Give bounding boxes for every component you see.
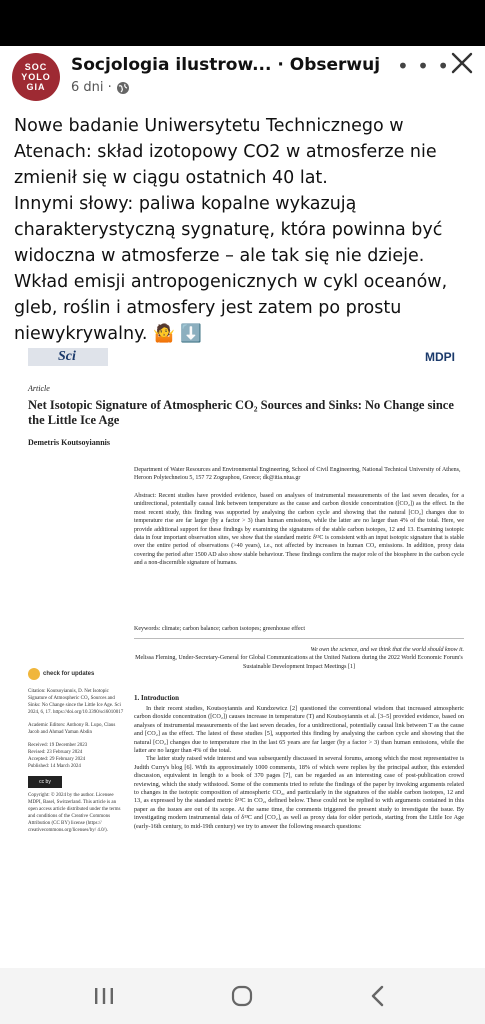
intro-body xyxy=(134,705,464,831)
check-updates-badge xyxy=(28,668,124,680)
publisher-logo: MDPI xyxy=(425,350,455,364)
page-name[interactable]: Socjologia ilustrow... · Obserwuj xyxy=(71,55,381,75)
affiliation: Department of Water Resources and Environmental Engineering, School of Civil Engineering, National Technical University of Athens, Heroon Polytechneiou 5, 157 72 Zographou, Greece; dk@itia.ntua.gr xyxy=(134,467,461,481)
journal-logo: Sci xyxy=(28,348,108,366)
quote-attribution: Melissa Fleming, Under-Secretary-General for Global Communications at the United Nations during the 2022 World Economic Forum's Sustainable Development Impact Meetings [1] xyxy=(135,655,463,670)
intro-paragraph: In their recent studies, Koutsoyiannis and Kundzewicz [2] questioned the conventional wisdom that increased atmospheric carbon dioxide concentration ([CO₂]) causes increase in temperature (T) and Koutsoyiannis et al. [3–5] provided evidence, based on analyses of instrumental measurements of the last seven decades, for a unidirectional, potentially causal link between T as the cause and [CO₂] as the effect. The latest of these studies [5], supported this finding by analysing the carbon cycle and showing that the natural [CO₂] changes due to temperature rise in the last 65 years are far larger (by a factor > 3) than human emissions, while the latter are no larger than 4% of the total. xyxy=(134,705,464,755)
avatar[interactable] xyxy=(12,53,60,101)
recent-apps-icon[interactable] xyxy=(84,982,124,1010)
divider xyxy=(134,638,464,639)
post-text: Nowe badanie Uniwersytetu Technicznego w Atenach: skład izotopowy CO2 w atmosferze nie zmienił się w ciągu ostatnich 40 lat. Innymi słowy: paliwa kopalne wykazują charakterystyczną sygnaturę, która powinna być widoczna w atmosferze – ale tak się nie dzieje. Wkład emisji antropogenicznych w cykl oceanów, gleb, roślin i atmosfery jest zatem po prostu niewykrywalny. 🤷 ⬇️ xyxy=(14,116,448,344)
more-options-icon[interactable]: • • • xyxy=(397,54,451,78)
post-meta xyxy=(71,80,130,95)
abstract: Abstract: Recent studies have provided evidence, based on analyses of instrumental measurements of the last seven decades, for a unidirectional, potentially causal link between temperature as the cause and carbon dioxide concentration ([CO₂]) as the effect. In the most recent study, this finding was supported by analysing the carbon cycle and showing that the natural [CO₂] changes due to temperature rise are far larger (by a factor > 3) than human emissions, while the latter are no larger than 4% of the total. Here, we provide additional support for these findings by examining the signatures of the stable carbon isotopes, 12 and 13. Examining isotopic data in four important observation sites, we show that the standard metric δ¹³C is consistent with an input isotopic signature that is stable over the entire period of observations (>40 years), i.e., not affected by increases in human CO₂ emissions. In addition, proxy data covering the period after 1500 AD also show stable behaviour. These findings confirm the major role of the biosphere in the carbon cycle and a non-discernible signature of humans. xyxy=(134,493,464,567)
epigraph xyxy=(134,646,464,671)
keywords: Keywords: climate; carbon balance; carbon isotopes; greenhouse effect xyxy=(134,626,305,632)
citation: Citation: Koutsoyiannis, D. Net Isotopic Signature of Atmospheric CO₂ Sources and Sinks: No Change since the Little Ice Age. Sci 2024, 6, 17. https://doi.org/10.3390/sci6010017 xyxy=(28,689,124,715)
status-bar xyxy=(0,0,485,46)
back-icon[interactable] xyxy=(358,982,398,1010)
academic-editors: Academic Editors: Anthony R. Lupo, Claus Jacob and Ahmad Yaman Abdin xyxy=(28,723,116,735)
intro-heading: 1. Introduction xyxy=(134,694,179,702)
quote-text: We own the science, and we think that the world should know it. xyxy=(310,647,464,653)
paper-author: Demetris Koutsoyiannis xyxy=(28,438,110,447)
cc-license-icon: cc by xyxy=(28,776,62,788)
home-icon[interactable] xyxy=(222,982,262,1010)
intro-paragraph: The latter study raised wide interest and was subsequently discussed in several forums, among which the most representative is Judith Curry's blog [6]. With its approximately 1000 comments, 18% of which were replies by the principal author, this extended discussion, equivalent in length to a book of 370 pages [7], can be regarded as an interesting case of post-publication crowd reviewing, which the study withstood. Some of the comments tried to refute the findings of the paper by invoking arguments related to changes in the isotopic composition of atmospheric CO₂, and particularly in the signatures of the stable carbon isotopes, 12 and 13, as expressed by the standard metric δ¹³C in CO₂, defined below. These could not be replied to with arguments contained in this paper as the issues are out of its scope. At the same time, the comments triggered the present study to investigate the issue. By investigating modern instrumental data of δ¹³C and [CO₂], as well as proxy data for older periods, starting from the Little Ice Age (early-16th century, to mid-19th century) we try to answer the following research questions: xyxy=(134,755,464,830)
copyright: Copyright: © 2024 by the author. Licensee MDPI, Basel, Switzerland. This article is an open access article distributed under the terms and conditions of the Creative Commons Attribution (CC BY) license (https:// creativecommons.org/licenses/by/ 4.0/). xyxy=(28,793,121,833)
avatar-text: SOC YOLO GIA xyxy=(21,62,51,92)
paper-title: Net Isotopic Signature of Atmospheric CO₂ Sources and Sinks: No Change since the Little Ice Age xyxy=(28,398,454,427)
globe-icon xyxy=(116,81,130,95)
paper-sidebar xyxy=(28,668,124,840)
publication-dates: Received: 19 December 2023 Revised: 23 February 2024 Accepted: 29 February 2024 Published: 14 March 2024 xyxy=(28,743,88,769)
close-icon[interactable] xyxy=(449,50,475,76)
paper-image[interactable] xyxy=(20,348,468,948)
check-updates-icon xyxy=(28,668,40,680)
article-type: Article xyxy=(28,384,50,393)
post-time: 6 dni · xyxy=(71,80,112,95)
check-updates-label: check for updates xyxy=(43,670,95,677)
